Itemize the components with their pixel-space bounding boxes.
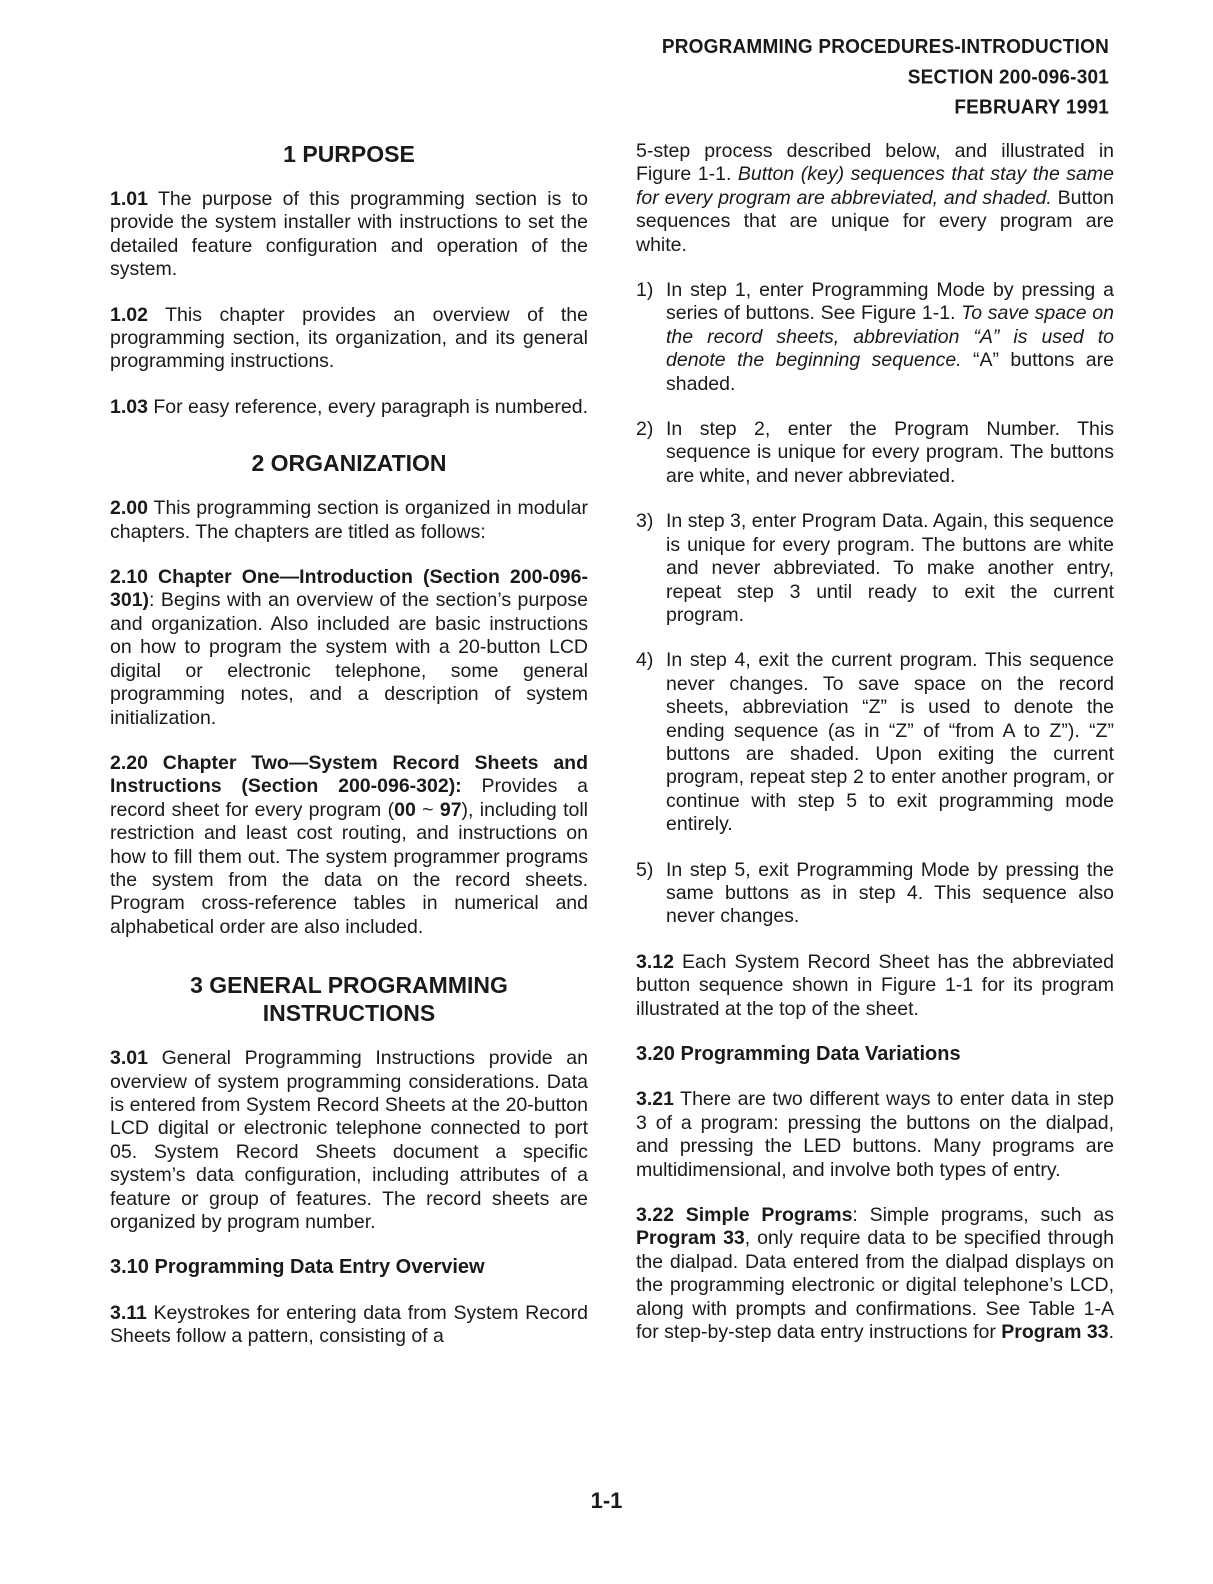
- heading-organization: 2 ORGANIZATION: [251, 450, 447, 477]
- heading-purpose: 1 PURPOSE: [283, 141, 415, 167]
- page-header: [662, 33, 1109, 124]
- paragraph-2-10: 2.10 Chapter One—Introduction (Section 200-096-301): Begins with an overview of the section’s purpose and organization. Also included are basic instructions on how to program the system with a 20-button LCD digital or electronic telephone, some general programming notes, and a description of system initialization.: [110, 566, 588, 729]
- right-column: [636, 140, 1114, 1366]
- heading-3-10: 3.10 Programming Data Entry Overview: [110, 1256, 485, 1279]
- step-3: 3) In step 3, enter Program Data. Again, this sequence is unique for every program. The buttons are white and never abbreviated. To make another entry, repeat step 3 until ready to exit the current program.: [636, 510, 1114, 626]
- header-section: SECTION 200-096-301: [907, 66, 1109, 89]
- steps-list: [636, 279, 1114, 929]
- heading-3-20: 3.20 Programming Data Variations: [636, 1043, 961, 1065]
- paragraph-2-20: 2.20 Chapter Two—System Record Sheets and Instructions (Section 200-096-302): Provides a record sheet for every program (00 ~ 97), including toll restriction and least cost routing, and instructions on how to fill them out. The system programmer programs the system from the data on the record sheets. Program cross-reference tables in numerical and alphabetical order are also included.: [110, 751, 588, 938]
- paragraph-3-11: 3.11 Keystrokes for entering data from System Record Sheets follow a pattern, consisting of a: [110, 1301, 588, 1348]
- paragraph-3-12: 3.12 Each System Record Sheet has the abbreviated button sequence shown in Figure 1-1 for its program illustrated at the top of the sheet.: [636, 950, 1114, 1020]
- paragraph-3-21: 3.21 There are two different ways to enter data in step 3 of a program: pressing the buttons on the dialpad, and pressing the LED buttons. Many programs are multidimensional, and involve both types of entry.: [636, 1088, 1114, 1181]
- paragraph-1-02: 1.02 This chapter provides an overview of the programming section, its organization, and its general programming instructions.: [110, 303, 588, 373]
- header-date: FEBRUARY 1991: [954, 96, 1109, 120]
- paragraph-2-00: 2.00 This programming section is organized in modular chapters. The chapters are titled as follows:: [110, 497, 588, 543]
- paragraph-3-01: 3.01 General Programming Instructions provide an overview of system programming considerations. Data is entered from System Record Sheets at the 20-button LCD digital or electronic telephone connected to port 05. System Record Sheets document a specific system’s data configuration, including attributes of a feature or group of features. The record sheets are organized by program number.: [110, 1047, 588, 1233]
- page-number: 1-1: [590, 1488, 623, 1513]
- paragraph-1-01: 1.01 The purpose of this programming section is to provide the system installer with instructions to set the detailed feature configuration and operation of the system.: [110, 188, 588, 281]
- paragraph-3-22: 3.22 Simple Programs: Simple programs, such as Program 33, only require data to be specified through the dialpad. Data entered from the dialpad displays on the programming electronic or digital telephone’s LCD, along with prompts and confirmations. See Table 1-A for step-by-step data entry instructions for Program 33.: [636, 1204, 1114, 1344]
- step-4: 4) In step 4, exit the current program. This sequence never changes. To save space on the record sheets, abbreviation “Z” is used to denote the ending sequence (as in “Z” of “from A to Z”). “Z” buttons are shaded. Upon exiting the current program, repeat step 2 to enter another program, or continue with step 5 to exit programming mode entirely.: [636, 649, 1114, 836]
- step-2: 2) In step 2, enter the Program Number. This sequence is unique for every program. The buttons are white, and never abbreviated.: [636, 418, 1114, 487]
- step-1: 1) In step 1, enter Programming Mode by pressing a series of buttons. See Figure 1-1. To save space on the record sheets, abbreviation “A” is used to denote the beginning sequence. “A” buttons are shaded.: [636, 279, 1114, 395]
- paragraph-continued: 5-step process described below, and illustrated in Figure 1-1. Button (key) sequences that stay the same for every program are abbreviated, and shaded. Button sequences that are unique for every program are white.: [636, 140, 1115, 256]
- left-column: [110, 140, 588, 1371]
- step-5: 5) In step 5, exit Programming Mode by pressing the same buttons as in step 4. This sequence also never changes.: [636, 858, 1114, 928]
- header-title: PROGRAMMING PROCEDURES-INTRODUCTION: [661, 35, 1109, 59]
- heading-general-programming: 3 GENERAL PROGRAMMING INSTRUCTIONS: [190, 972, 508, 1027]
- paragraph-1-03: 1.03 For easy reference, every paragraph is numbered.: [110, 395, 589, 418]
